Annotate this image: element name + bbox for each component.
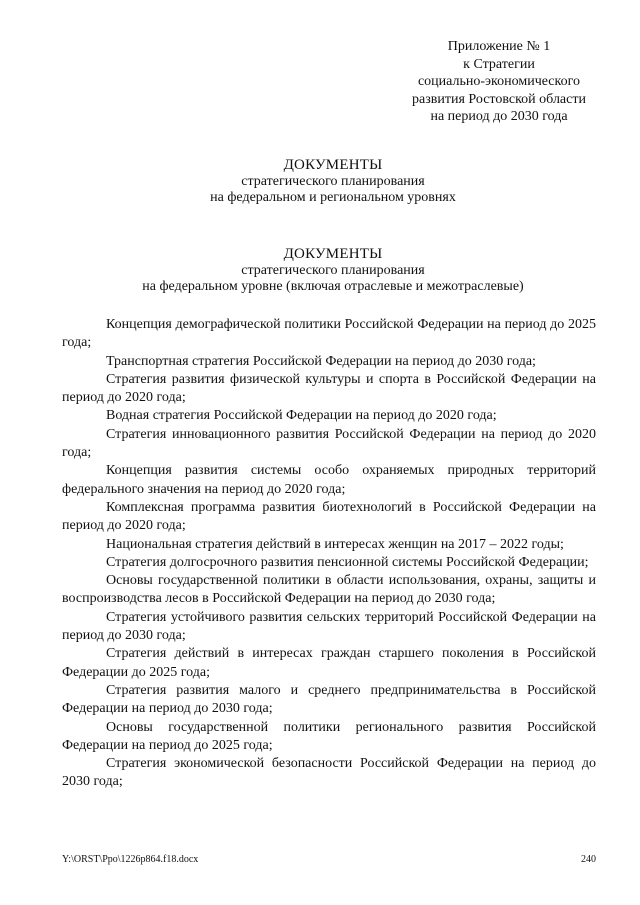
annex-line: Приложение № 1 — [447, 39, 551, 54]
list-item: Водная стратегия Российской Федерации на период до 2020 года; — [106, 408, 497, 424]
list-item: Национальная стратегия действий в интересах женщин на 2017 – 2022 годы; — [106, 536, 564, 552]
list-item: Комплексная программа развития биотехнологий в Российской Федерации на период до 2020 года; — [62, 499, 596, 534]
document-list — [62, 316, 596, 792]
annex-line: развития Ростовской области — [412, 91, 586, 107]
annex-line: социально-экономического — [417, 74, 581, 89]
section-heading-federal-regional — [60, 157, 606, 207]
list-item: Стратегия инновационного развития Российской Федерации на период до 2020 года; — [62, 426, 596, 461]
list-item: Стратегия экономической безопасности Российской Федерации на период до 2030 года; — [62, 756, 596, 790]
list-item: Стратегия устойчивого развития сельских территорий Российской Федерации на период до 2030 года; — [62, 609, 596, 644]
section-heading-federal — [60, 246, 606, 296]
annex-block — [382, 38, 616, 126]
heading-subtitle: на федеральном и региональном уровнях — [210, 190, 456, 205]
list-item: Стратегия развития физической культуры и спорта в Российской Федерации на период до 2020 года; — [62, 371, 596, 406]
list-item: Транспортная стратегия Российской Федерации на период до 2030 года; — [106, 353, 536, 369]
list-item: Стратегия долгосрочного развития пенсионной системы Российской Федерации; — [106, 554, 589, 570]
list-item: Концепция развития системы особо охраняемых природных территорий федерального значения на период до 2020 года; — [62, 463, 596, 497]
heading-subtitle: на федеральном уровне (включая отраслевые и межотраслевые) — [142, 279, 524, 294]
list-item: Стратегия действий в интересах граждан старшего поколения в Российской Федерации до 2025 года; — [62, 646, 596, 680]
list-item: Стратегия развития малого и среднего предпринимательства в Российской Федерации на период до 2030 года; — [62, 682, 596, 717]
file-path: Y:\ORST\Ppo\1226p864.f18.docx — [62, 854, 199, 865]
annex-line: на период до 2030 года — [430, 109, 568, 124]
heading-title: ДОКУМЕНТЫ — [283, 246, 383, 262]
list-item: Основы государственной политики регионального развития Российской Федерации на период до 2025 года; — [62, 719, 596, 753]
heading-subtitle: стратегического планирования — [241, 262, 425, 278]
page-number: 240 — [581, 854, 596, 865]
heading-title: ДОКУМЕНТЫ — [283, 157, 383, 173]
heading-subtitle: стратегического планирования — [241, 173, 425, 189]
list-item: Концепция демографической политики Российской Федерации на период до 2025 года; — [62, 317, 596, 351]
list-item: Основы государственной политики в области использования, охраны, защиты и воспроизводства лесов в Российской Федерации на период до 2030 года; — [62, 573, 596, 607]
annex-line: к Стратегии — [463, 56, 535, 72]
